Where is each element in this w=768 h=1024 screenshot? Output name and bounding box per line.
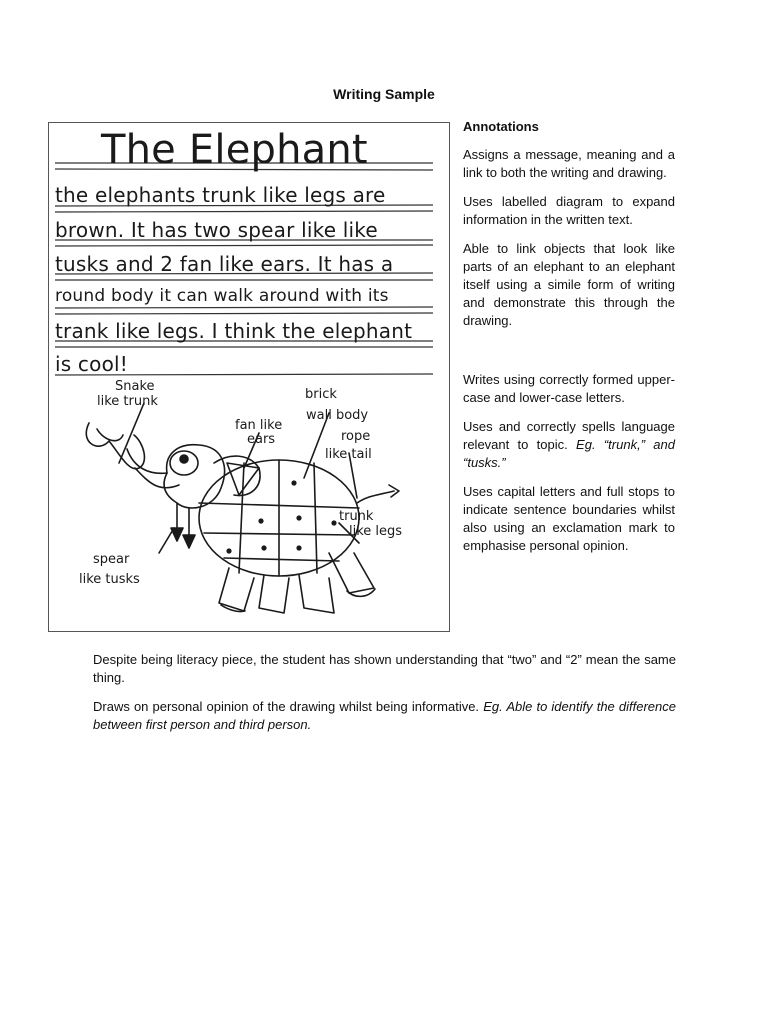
handwritten-title: The Elephant <box>101 127 368 173</box>
bottom-paragraph-1: Despite being literacy piece, the student has shown understanding that “two” and “2” mean the same thing. <box>93 652 676 685</box>
bottom-paragraph-2-text: Draws on personal opinion of the drawing whilst being informative. <box>93 699 480 714</box>
label-snake: Snake <box>115 379 155 394</box>
annotation-4: Writes using correctly formed upper-case and lower-case letters. <box>463 372 675 405</box>
label-spear: spear <box>93 552 130 567</box>
label-like-tusks: like tusks <box>79 572 140 587</box>
bottom-paragraph-2-example: Eg. Able to identify the difference between first person and third person. <box>93 699 676 732</box>
label-like-tail: like tail <box>325 447 372 462</box>
label-ears: ears <box>247 432 276 447</box>
handwritten-line-6: is cool! <box>55 352 128 376</box>
handwritten-line-4: round body it can walk around with its <box>55 286 389 306</box>
handwritten-line-5: trank like legs. I think the elephant <box>55 319 413 343</box>
annotations-heading: Annotations <box>463 119 539 134</box>
handwritten-line-3: tusks and 2 fan like ears. It has a <box>55 252 394 276</box>
label-like-trunk: like trunk <box>97 394 158 409</box>
annotation-6: Uses capital letters and full stops to indicate sentence boundaries whilst also using an exclamation mark to emphasise personal opinion. <box>463 484 675 553</box>
annotation-5-example: Eg. “trunk,” and “tusks.” <box>463 437 675 470</box>
label-trunk: trunk <box>339 509 374 524</box>
bottom-notes <box>93 651 676 745</box>
annotation-5 <box>463 418 675 472</box>
label-wall-body: wall body <box>306 408 369 423</box>
label-like-legs: like legs <box>349 524 403 539</box>
label-brick: brick <box>305 387 337 402</box>
writing-sample-scan <box>48 122 450 632</box>
handwritten-line-2: brown. It has two spear like like <box>55 218 378 242</box>
annotations-column <box>463 118 675 566</box>
annotation-3: Able to link objects that look like parts of an elephant to an elephant itself using a simile form of writing and demonstrate this through the drawing. <box>463 241 675 328</box>
page-title: Writing Sample <box>333 86 435 102</box>
handwritten-line-1: the elephants trunk like legs are <box>55 183 386 207</box>
label-fan-like: fan like <box>235 418 283 433</box>
bottom-paragraph-2 <box>93 698 676 734</box>
label-rope: rope <box>341 429 371 444</box>
annotation-2: Uses labelled diagram to expand information in the written text. <box>463 194 675 227</box>
annotation-1: Assigns a message, meaning and a link to both the writing and drawing. <box>463 147 675 180</box>
annotation-5-text: Uses and correctly spells language relevant to topic. <box>463 419 675 452</box>
